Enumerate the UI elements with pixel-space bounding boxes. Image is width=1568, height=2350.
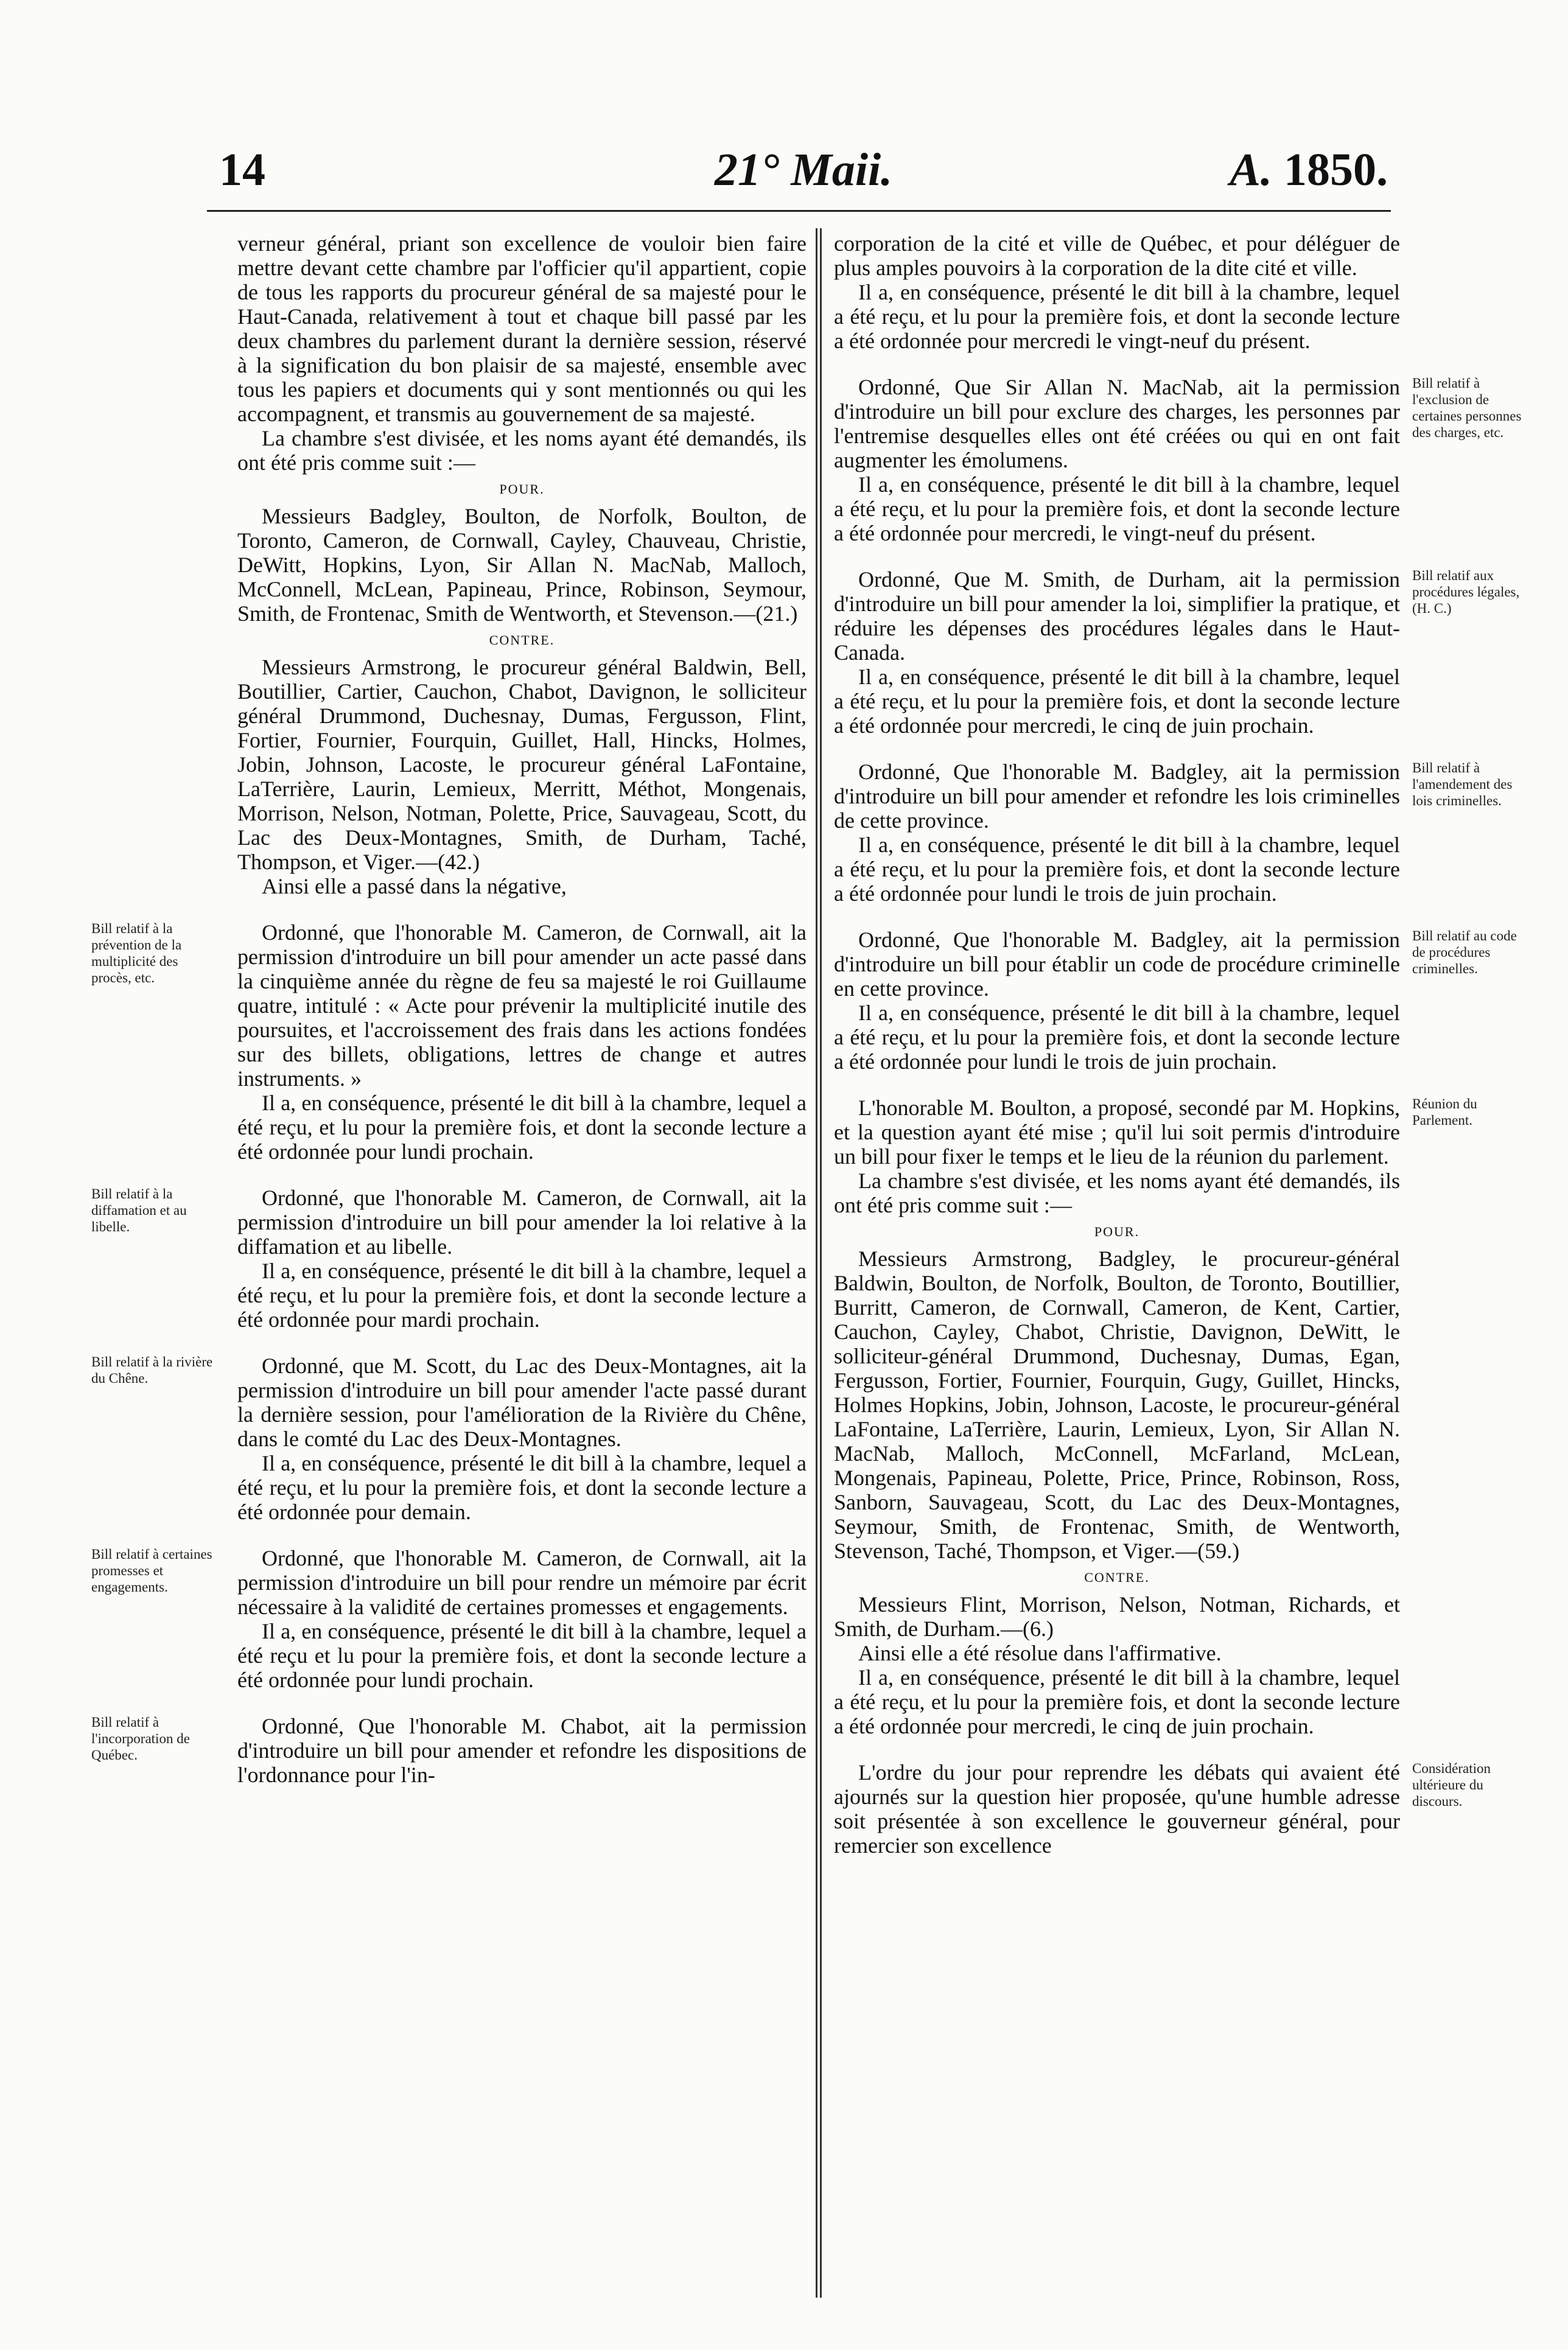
negative-result: Ainsi elle a passé dans la négative, [262, 874, 567, 898]
entry-discours [834, 1760, 1491, 1858]
contre-heading: CONTRE. [1084, 1570, 1150, 1585]
order-result: Il a, en conséquence, présenté le dit bill à la chambre, lequel a été reçu et lu pour la première fois, et dont la seconde lecture a été ordonnée pour lundi prochain. [237, 1619, 807, 1692]
entry-multiplicite [91, 920, 807, 1164]
order-result: Il a, en conséquence, présenté le dit bill à la chambre, lequel a été reçu, et lu pour la première fois, et dont la seconde lecture a été ordonnée pour mercredi le vingt-neuf du présent. [834, 280, 1400, 353]
margin-note: Réunion du Parlement. [1412, 1096, 1477, 1128]
division-paragraph: La chambre s'est divisée, et les noms ayant été demandés, ils ont été pris comme suit :— [834, 1169, 1400, 1217]
header-year [1230, 144, 1388, 197]
margin-note: Bill relatif à la diffamation et au libelle. [91, 1186, 187, 1234]
margin-note: Bill relatif à l'amendement des lois criminelles. [1412, 760, 1513, 808]
order-text: Ordonné, Que Sir Allan N. MacNab, ait la permission d'introduire un bill pour exclure des charges, les personnes par l'entremise desquelles elles ont été créées ou qui en ont fait augmenter les émolumens. [834, 375, 1400, 472]
contre-names: Messieurs Flint, Morrison, Nelson, Notman, Richards, et Smith, de Durham.—(6.) [834, 1592, 1400, 1641]
column-divider-left [816, 228, 817, 2298]
entry-riviere-du-chene [91, 1354, 807, 1524]
entry-procedures-legales [834, 567, 1520, 738]
order-text: Ordonné, que l'honorable M. Cameron, de Cornwall, ait la permission d'introduire un bill pour amender un acte passé dans la cinquième année du règne de feu sa majesté le roi Guillaume quatre, intitulé : « Acte pour prévenir la multiplicité inutile des poursuites, et l'accroissement des frais dans les actions fondées sur des billets, obligations, lettres de change et autres instruments. » [237, 920, 807, 1091]
entry-code-procedure [834, 928, 1517, 1074]
left-column [91, 231, 807, 1787]
page-number: 14 [219, 144, 265, 195]
column-divider-right [820, 228, 822, 2298]
pour-names: Messieurs Armstrong, Badgley, le procureur-général Baldwin, Boulton, de Norfolk, Boulton, de Toronto, Boutillier, Burritt, Cameron, de Cornwall, Cameron, de Kent, Cartier, Cauchon, Cayley, Chabot, Christie, Davignon, DeWitt, le solliciteur-général Drummond, Duchesnay, Dumas, Egan, Fergusson, Fortier, Fournier, Fourquin, Gugy, Guillet, Hincks, Holmes Hopkins, Jobin, Johnson, Lacoste, le procureur-général LaFontaine, LaTerrière, Laurin, Lemieux, Lyon, Sir Allan N. MacNab, Malloch, McConnell, McFarland, McLean, Mongenais, Papineau, Polette, Price, Prince, Robinson, Ross, Sanborn, Sauvageau, Scott, du Lac des Deux-Montagnes, Seymour, Smith, de Frontenac, Smith, de Wentworth, Stevenson, Taché, Thompson, et Viger.—(59.) [834, 1247, 1400, 1563]
margin-note: Bill relatif à la rivière du Chêne. [91, 1354, 213, 1386]
pour-heading: POUR. [499, 481, 545, 497]
order-text: Ordonné, Que l'honorable M. Badgley, ait la permission d'introduire un bill pour amender et refondre les lois criminelles de cette province. [834, 760, 1400, 833]
order-text: Ordonné, Que M. Smith, de Durham, ait la permission d'introduire un bill pour amender la loi, simplifier la pratique, et réduire les dépenses des procédures légales dans le Haut-Canada. [834, 567, 1400, 665]
order-text: Ordonné, Que l'honorable M. Badgley, ait la permission d'introduire un bill pour établir un code de procédure criminelle en cette province. [834, 928, 1400, 1001]
year-value: 1850. [1284, 144, 1388, 195]
motion-text: L'honorable M. Boulton, a proposé, secondé par M. Hopkins, et la question ayant été mise ; qu'il lui soit permis d'introduire un bill pour fixer le temps et le lieu de la réunion du parlement. [834, 1096, 1400, 1169]
order-of-day-text: L'ordre du jour pour reprendre les débats qui avaient été ajournés sur la question hier proposée, qu'une humble adresse soit présentée à son excellence le gouverneur général, pour remercier son excellence [834, 1760, 1400, 1858]
margin-note: Considération ultérieure du discours. [1412, 1761, 1491, 1809]
page-header [219, 144, 1388, 198]
continuation-paragraph: corporation de la cité et ville de Québec, et pour déléguer de plus amples pouvoirs à la corporation de la dite cité et ville. [834, 231, 1400, 280]
margin-note: Bill relatif à l'exclusion de certaines personnes des charges, etc. [1412, 376, 1522, 440]
entry-reunion-parlement [834, 1096, 1477, 1738]
header-date: 21° Maii. [714, 144, 893, 195]
entry-incorporation-quebec [91, 1714, 807, 1787]
order-result: Il a, en conséquence, présenté le dit bill à la chambre, lequel a été reçu, et lu pour la première fois, et dont la seconde lecture a été ordonnée pour lundi le trois de juin prochain. [834, 833, 1400, 906]
year-prefix: A. [1230, 144, 1272, 195]
order-result: Il a, en conséquence, présenté le dit bill à la chambre, lequel a été reçu, et lu pour la première fois, et dont la seconde lecture a été ordonnée pour mercredi, le cinq de juin prochain. [834, 665, 1400, 738]
continuation-paragraph: verneur général, priant son excellence de vouloir bien faire mettre devant cette chambre par l'officier qu'il appartient, copie de tous les rapports du procureur général de sa majesté pour le Haut-Canada, relativement à tout et chaque bill passé par les deux chambres du parlement durant la dernière session, réservé à la signification du bon plaisir de sa majesté, ensemble avec tous les papiers et documents qui y sont mentionnés ou qui les accompagnent, et transmis au gouvernement de sa majesté. [237, 231, 807, 426]
contre-heading: CONTRE. [489, 632, 555, 648]
affirmative-result: Ainsi elle a été résolue dans l'affirmative. [858, 1641, 1222, 1665]
margin-note: Bill relatif à certaines promesses et engagements. [91, 1547, 212, 1595]
order-text: Ordonné, que l'honorable M. Cameron, de Cornwall, ait la permission d'introduire un bill pour amender la loi relative à la diffamation et au libelle. [237, 1186, 807, 1259]
order-result: Il a, en conséquence, présenté le dit bill à la chambre, lequel a été reçu, et lu pour la première fois, et dont la seconde lecture a été ordonnée pour demain. [237, 1451, 807, 1524]
order-result: Il a, en conséquence, présenté le dit bill à la chambre, lequel a été reçu, et lu pour la première fois, et dont la seconde lecture a été ordonnée pour mercredi, le cinq de juin prochain. [834, 1665, 1400, 1738]
margin-note: Bill relatif au code de procédures criminelles. [1412, 928, 1517, 976]
division-paragraph: La chambre s'est divisée, et les noms ayant été demandés, ils ont été pris comme suit :— [237, 426, 807, 475]
order-result: Il a, en conséquence, présenté le dit bill à la chambre, lequel a été reçu, et lu pour la première fois, et dont la seconde lecture a été ordonnée pour lundi le trois de juin prochain. [834, 1001, 1400, 1074]
contre-names: Messieurs Armstrong, le procureur général Baldwin, Bell, Boutillier, Cartier, Cauchon, Chabot, Davignon, le solliciteur général Drummond, Duchesnay, Dumas, Fergusson, Flint, Fortier, Fournier, Fourquin, Guillet, Hall, Hincks, Holmes, Jobin, Johnson, Lacoste, le procureur général LaFontaine, LaTerrière, Laurin, Lemieux, Merritt, Méthot, Mongenais, Morrison, Nelson, Notman, Polette, Price, Sauvageau, Scott, du Lac des Deux-Montagnes, Smith, de Durham, Taché, Thompson, et Viger.—(42.) [237, 655, 807, 874]
order-text: Ordonné, que l'honorable M. Cameron, de Cornwall, ait la permission d'introduire un bill pour rendre un mémoire par écrit nécessaire à la validité de certaines promesses et engagements. [237, 1546, 807, 1619]
order-result: Il a, en conséquence, présenté le dit bill à la chambre, lequel a été reçu, et lu pour la première fois, et dont la seconde lecture a été ordonnée pour lundi prochain. [237, 1091, 807, 1164]
margin-note: Bill relatif à la prévention de la multiplicité des procès, etc. [91, 921, 182, 985]
right-column [834, 231, 1522, 1858]
order-text: Ordonné, Que l'honorable M. Chabot, ait la permission d'introduire un bill pour amender et refondre les dispositions de l'ordonnance pour l'in- [237, 1714, 807, 1787]
margin-note: Bill relatif aux procédures légales, (H. C.) [1412, 568, 1520, 616]
order-text: Ordonné, que M. Scott, du Lac des Deux-Montagnes, ait la permission d'introduire un bill pour amender l'acte passé durant la dernière session, pour l'amélioration de la Rivière du Chêne, dans le comté du Lac des Deux-Montagnes. [237, 1354, 807, 1451]
entry-promesses [91, 1546, 807, 1692]
header-rule [207, 210, 1391, 212]
margin-note: Bill relatif à l'incorporation de Québec. [91, 1715, 190, 1763]
entry-exclusion-charges [834, 375, 1522, 545]
pour-names: Messieurs Badgley, Boulton, de Norfolk, Boulton, de Toronto, Cameron, de Cornwall, Cayley, Chauveau, Christie, DeWitt, Hopkins, Lyon, Sir Allan N. MacNab, Malloch, McConnell, McLean, Papineau, Prince, Robinson, Seymour, Smith, de Frontenac, Smith de Wentworth, et Stevenson.—(21.) [237, 504, 807, 626]
order-result: Il a, en conséquence, présenté le dit bill à la chambre, lequel a été reçu, et lu pour la première fois, et dont la seconde lecture a été ordonnée pour mercredi, le vingt-neuf du présent. [834, 472, 1400, 545]
entry-diffamation [91, 1186, 807, 1332]
entry-lois-criminelles [834, 760, 1513, 906]
order-result: Il a, en conséquence, présenté le dit bill à la chambre, lequel a été reçu, et lu pour la première fois, et dont la seconde lecture a été ordonnée pour mardi prochain. [237, 1259, 807, 1332]
pour-heading: POUR. [1094, 1224, 1140, 1239]
